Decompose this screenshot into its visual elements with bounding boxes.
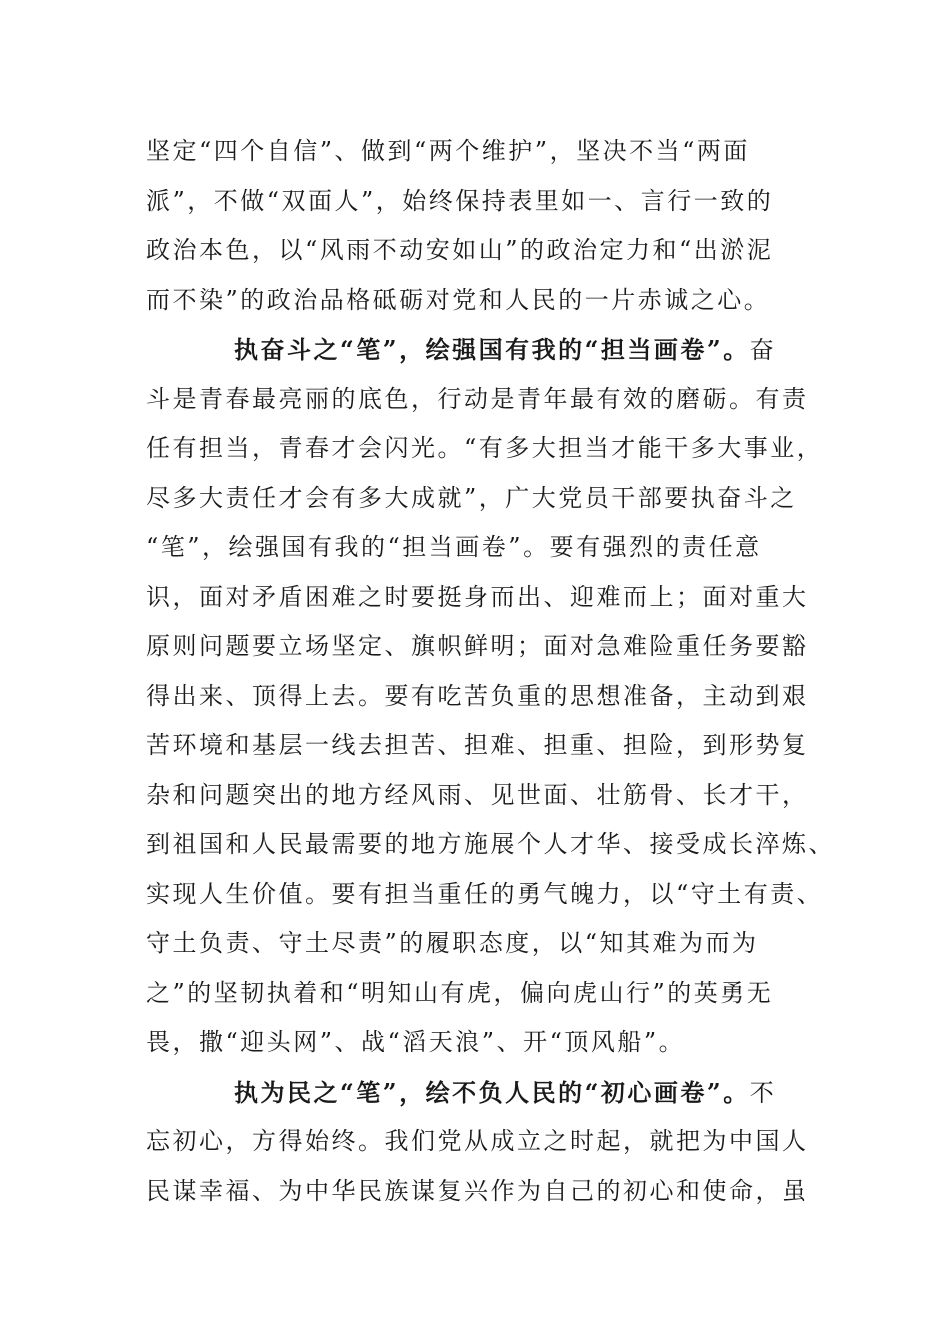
text-run: 奋 xyxy=(749,336,777,364)
text-line: 政治本色，以“风雨不动安如山”的政治定力和“出淤泥 xyxy=(146,236,774,264)
section-heading-line xyxy=(146,325,806,375)
text-run: 不 xyxy=(749,1078,777,1107)
text-line: 苦环境和基层一线去担苦、担难、担重、担险，到形势复 xyxy=(146,731,809,759)
text-line: 任有担当，青春才会闪光。“有多大担当才能干多大事业， xyxy=(146,434,824,462)
text-line: 而不染”的政治品格砥砺对党和人民的一片赤诚之心。 xyxy=(146,285,771,314)
text-line: 畏，撒“迎头网”、战“滔天浪”、开“顶风船”。 xyxy=(146,1028,686,1056)
text-line: 民谋幸福、为中华民族谋复兴作为自己的初心和使命，虽 xyxy=(146,1176,809,1205)
text-line: 识，面对矛盾困难之时要挺身而出、迎难而上；面对重大 xyxy=(146,582,809,611)
text-line: 坚定“四个自信”、做到“两个维护”，坚决不当“两面 xyxy=(146,137,750,165)
body-text xyxy=(146,127,835,1216)
text-line: 到祖国和人民最需要的地方施展个人才华、接受成长淬炼、 xyxy=(146,830,835,858)
text-line: 派”，不做“双面人”，始终保持表里如一、言行一致的 xyxy=(146,186,774,215)
section-heading: 执奋斗之“笔”，绘强国有我的“担当画卷”。 xyxy=(234,335,750,364)
text-line: 实现人生价值。要有担当重任的勇气魄力，以“守土有责、 xyxy=(146,879,824,908)
text-line: 斗是青春最亮丽的底色，行动是青年最有效的磨砺。有责 xyxy=(146,384,809,413)
text-line: 得出来、顶得上去。要有吃苦负重的思想准备，主动到艰 xyxy=(146,681,809,710)
text-line: “笔”，绘强国有我的“担当画卷”。要有强烈的责任意 xyxy=(146,533,762,561)
text-line: 原则问题要立场坚定、旗帜鲜明；面对急难险重任务要豁 xyxy=(146,632,809,660)
text-line: 忘初心，方得始终。我们党从成立之时起，就把为中国人 xyxy=(146,1127,809,1155)
text-line: 杂和问题突出的地方经风雨、见世面、壮筋骨、长才干， xyxy=(146,780,809,809)
section-heading: 执为民之“笔”，绘不负人民的“初心画卷”。 xyxy=(234,1077,750,1107)
text-line: 守土负责、守土尽责”的履职态度，以“知其难为而为 xyxy=(146,929,759,957)
text-line: 尽多大责任才会有多大成就”，广大党员干部要执奋斗之 xyxy=(146,483,797,512)
text-line: 之”的坚韧执着和“明知山有虎，偏向虎山行”的英勇无 xyxy=(146,978,774,1007)
section-heading-line xyxy=(146,1068,806,1118)
